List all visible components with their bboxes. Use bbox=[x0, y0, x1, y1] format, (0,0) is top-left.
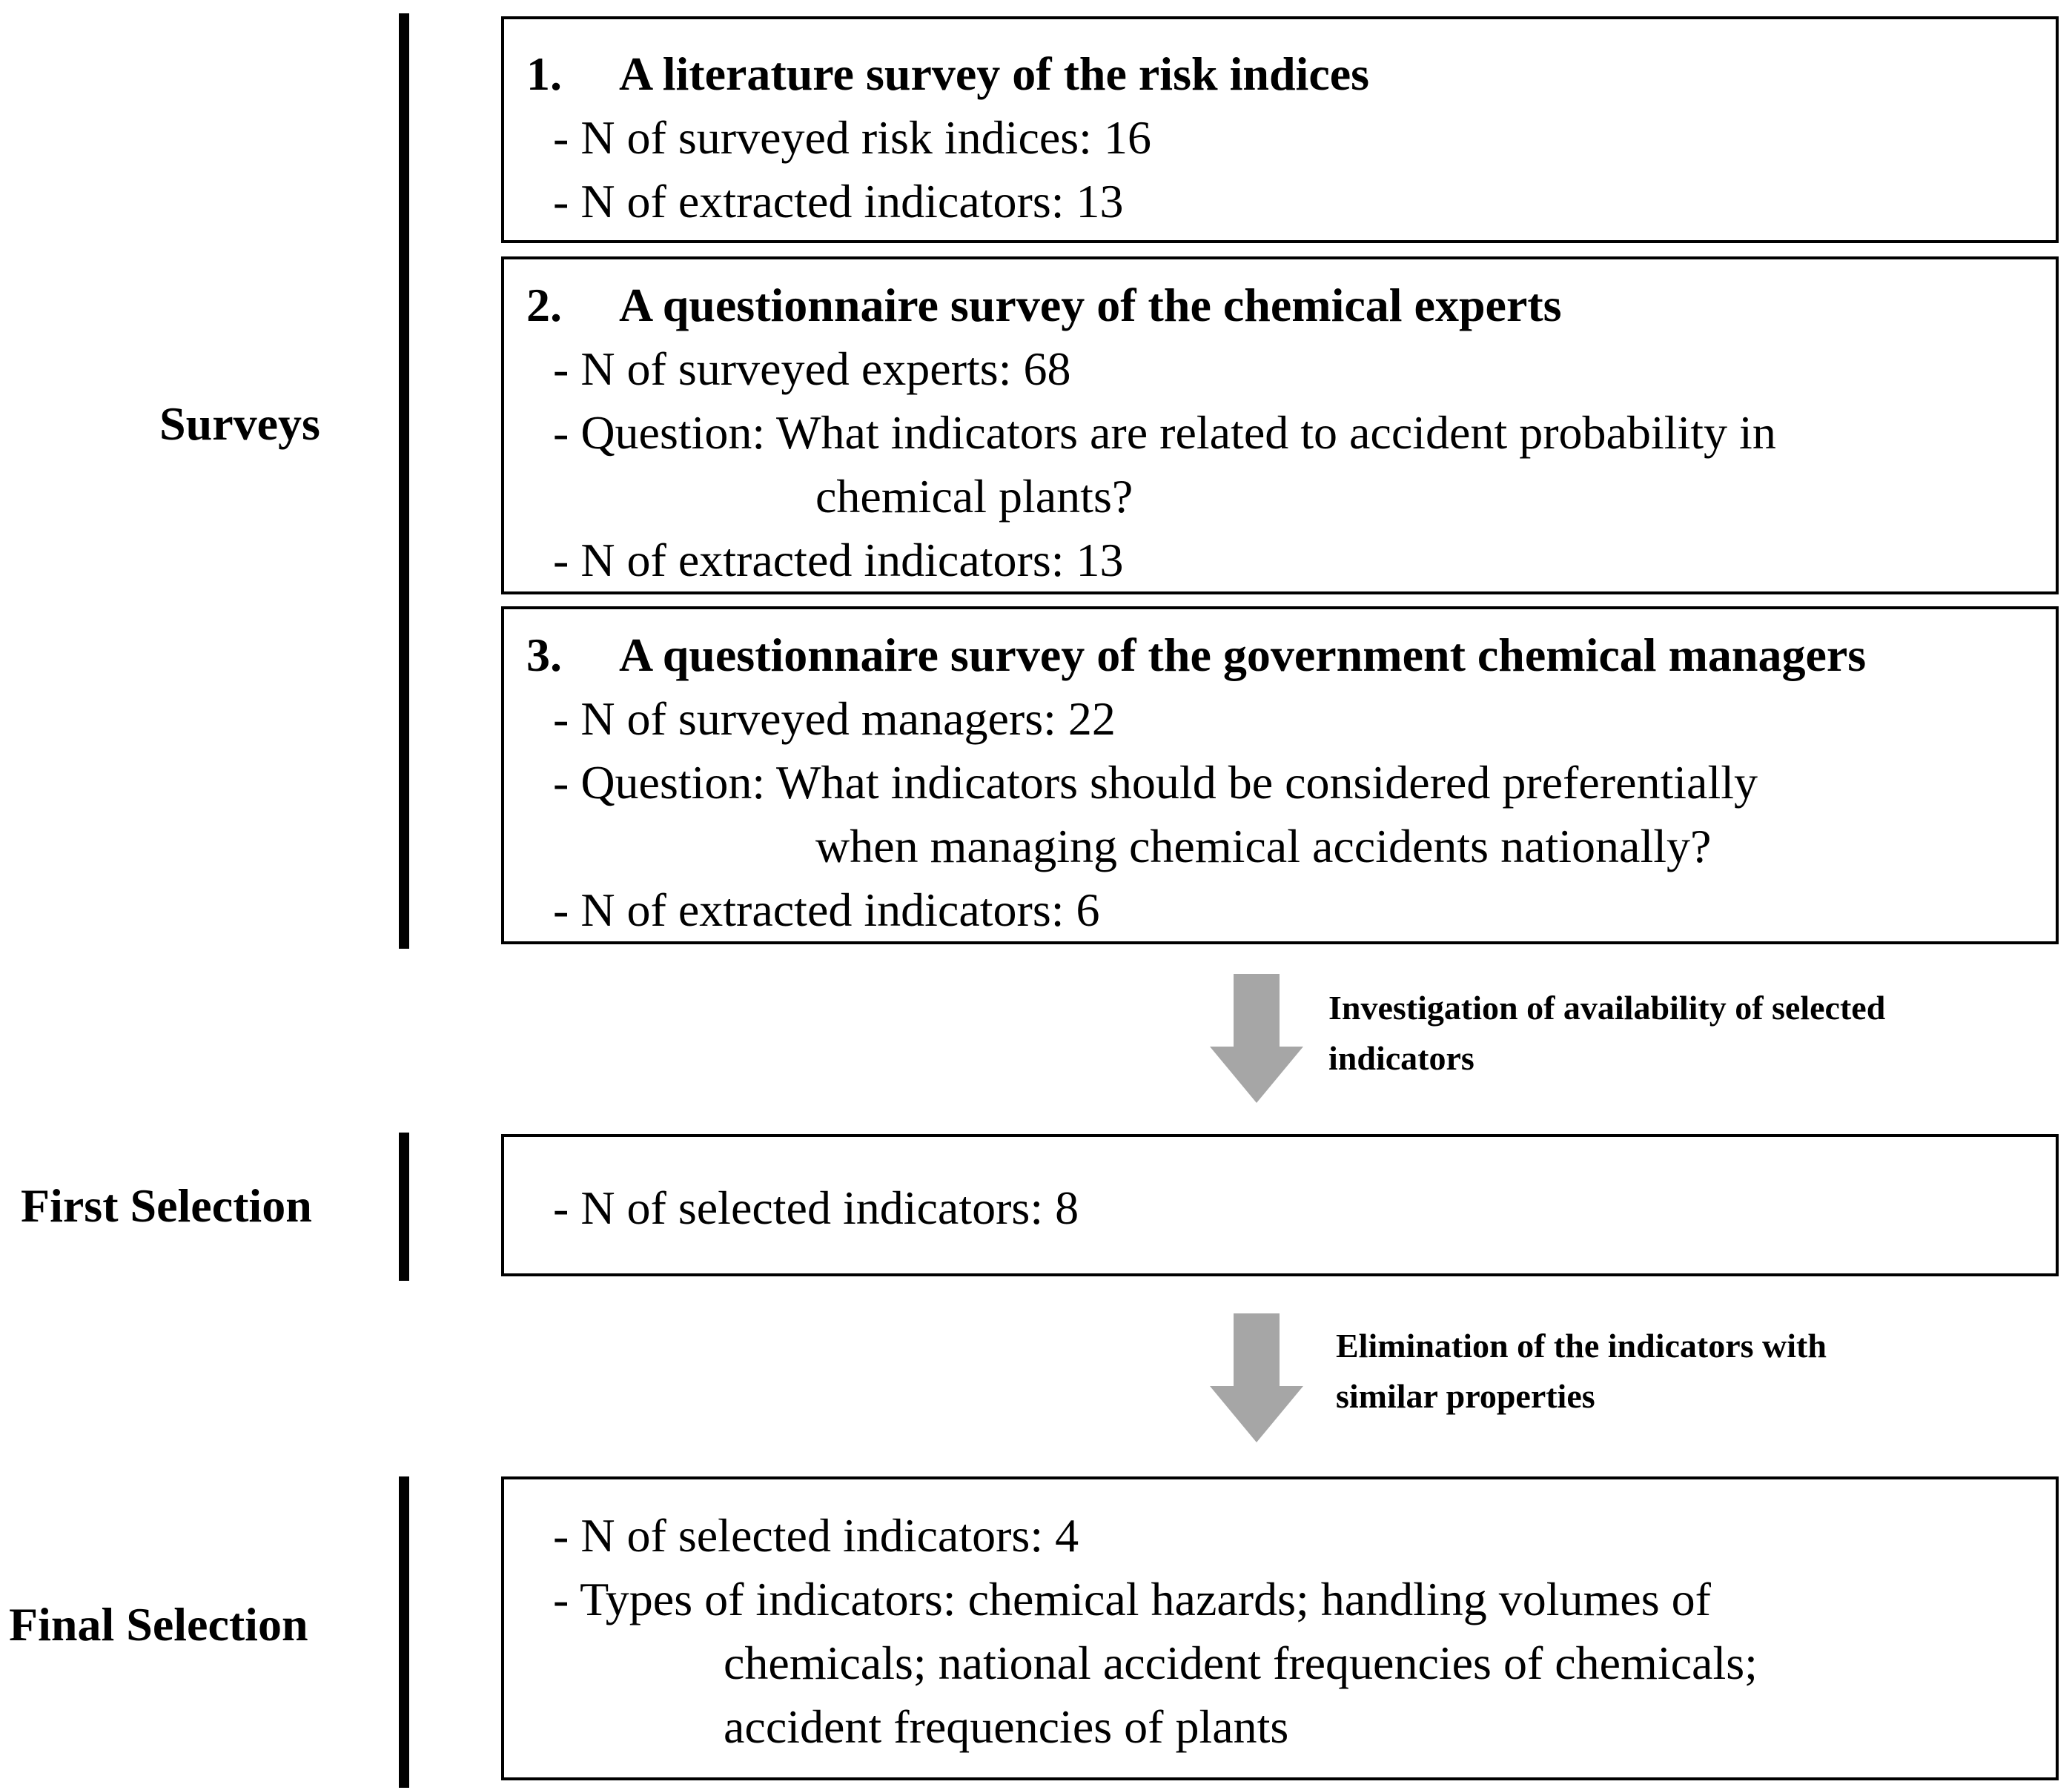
down-arrow-shape bbox=[1210, 1313, 1303, 1442]
literature-survey-title bbox=[526, 47, 1370, 100]
first-selection-bracket-bar bbox=[399, 1133, 409, 1281]
literature-survey-box bbox=[501, 16, 2059, 243]
expert-question-continuation: chemical plants? bbox=[815, 470, 1133, 523]
expert-survey-title bbox=[526, 279, 1562, 331]
extracted-indicators-line: - N of extracted indicators: 13 bbox=[553, 175, 1124, 228]
manager-question-line: - Question: What indicators should be considered preferentially bbox=[553, 756, 1758, 809]
step-number: 3. bbox=[526, 629, 562, 681]
final-selection-box bbox=[501, 1476, 2059, 1780]
note-line-1: Elimination of the indicators with bbox=[1336, 1327, 1827, 1365]
stage-label-final-selection: Final Selection bbox=[9, 1598, 308, 1651]
stage-label-first-selection: First Selection bbox=[21, 1179, 312, 1232]
availability-investigation-note bbox=[1328, 983, 1885, 1084]
down-arrow-icon bbox=[1208, 974, 1305, 1104]
selected-indicators-line: - N of selected indicators: 8 bbox=[553, 1181, 1079, 1234]
extracted-indicators-line: - N of extracted indicators: 6 bbox=[553, 884, 1100, 936]
final-selection-bracket-bar bbox=[399, 1476, 409, 1788]
expert-question-line: - Question: What indicators are related to accident probability in bbox=[553, 406, 1776, 459]
note-line-1: Investigation of availability of selected bbox=[1328, 989, 1886, 1027]
note-line-2: similar properties bbox=[1336, 1377, 1595, 1415]
surveyed-experts-line: - N of surveyed experts: 68 bbox=[553, 342, 1071, 395]
down-arrow-icon bbox=[1208, 1313, 1305, 1444]
similar-properties-elimination-note bbox=[1336, 1321, 1827, 1422]
manager-question-continuation: when managing chemical accidents nationally? bbox=[815, 820, 1712, 872]
stage-label-surveys: Surveys bbox=[159, 397, 320, 450]
surveys-bracket-bar bbox=[399, 13, 409, 949]
selected-indicators-line: - N of selected indicators: 4 bbox=[553, 1509, 1079, 1562]
note-line-2: indicators bbox=[1328, 1039, 1474, 1077]
extracted-indicators-line: - N of extracted indicators: 13 bbox=[553, 534, 1124, 586]
step-title: A literature survey of the risk indices bbox=[619, 47, 1370, 100]
step-number: 1. bbox=[526, 47, 562, 100]
step-title: A questionnaire survey of the government chemical managers bbox=[619, 629, 1867, 681]
first-selection-box bbox=[501, 1134, 2059, 1276]
indicator-types-continuation-2: accident frequencies of plants bbox=[724, 1700, 1289, 1753]
manager-survey-title bbox=[526, 629, 1867, 681]
surveyed-risk-indices-line: - N of surveyed risk indices: 16 bbox=[553, 111, 1151, 164]
down-arrow-shape bbox=[1210, 974, 1303, 1103]
indicator-types-continuation-1: chemicals; national accident frequencies of chemicals; bbox=[724, 1637, 1758, 1689]
expert-survey-box bbox=[501, 256, 2059, 594]
surveyed-managers-line: - N of surveyed managers: 22 bbox=[553, 692, 1116, 745]
indicator-types-line: - Types of indicators: chemical hazards; handling volumes of bbox=[553, 1573, 1711, 1625]
step-title: A questionnaire survey of the chemical experts bbox=[619, 279, 1562, 331]
manager-survey-box bbox=[501, 606, 2059, 944]
step-number: 2. bbox=[526, 279, 562, 331]
